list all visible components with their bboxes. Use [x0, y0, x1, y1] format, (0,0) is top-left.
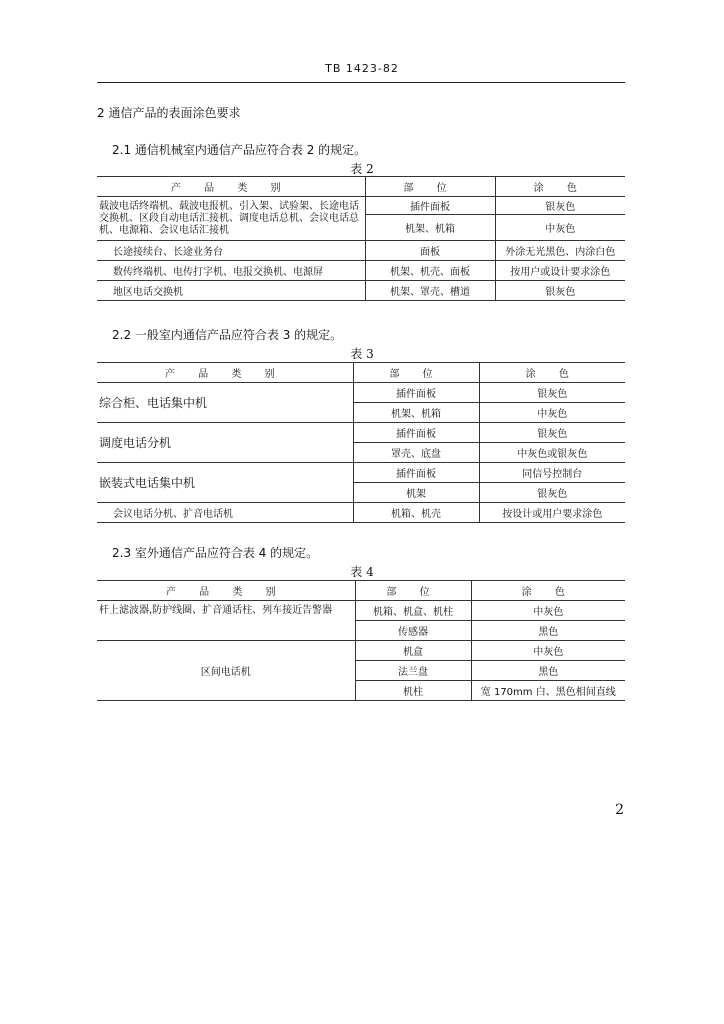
table-cell-part: 机箱、机盒、机柱	[355, 601, 471, 621]
table-cell-part: 插件面板	[353, 423, 479, 443]
table-cell-color: 银灰色	[479, 423, 625, 443]
table-cell-category: 会议电话分机、扩音电话机	[97, 503, 353, 523]
col-header-color: 涂 色	[479, 363, 625, 383]
table-cell-category: 数传终端机、电传打字机、电报交换机、电源屏	[97, 261, 365, 281]
table-cell-category: 载波电话终端机、载波电报机、引入架、试验架、长途电话交换机、区段自动电话汇接机、调度电话总机、会议电话总机、电源箱、会议电话汇接机	[97, 197, 365, 241]
table-cell-category: 杆上滤波器,防护线圈、扩音通话柱、列车接近告警器	[97, 601, 355, 641]
document-code-header: TB 1423-82	[325, 62, 399, 75]
table-4	[97, 580, 625, 701]
table-cell-part: 面板	[365, 241, 495, 261]
table-cell-color: 按用户或设计要求涂色	[495, 261, 625, 281]
table-cell-color: 银灰色	[495, 197, 625, 215]
table-cell-part: 机架、罩壳、槽道	[365, 281, 495, 301]
table-cell-part: 插件面板	[365, 197, 495, 215]
table-cell-color: 银灰色	[479, 483, 625, 503]
table-cell-part: 法兰盘	[355, 661, 471, 681]
table-cell-part: 插件面板	[353, 383, 479, 403]
table-cell-part: 传感器	[355, 621, 471, 641]
section-2-1-text: 2.1 通信机械室内通信产品应符合表 2 的规定。	[112, 143, 367, 157]
table-cell-color: 中灰色	[479, 403, 625, 423]
table-cell-part: 罩壳、底盘	[353, 443, 479, 463]
table-cell-part: 机架	[353, 483, 479, 503]
section-2-3-text: 2.3 室外通信产品应符合表 4 的规定。	[112, 546, 319, 560]
col-header-part: 部 位	[355, 581, 471, 601]
table-cell-color: 中灰色	[471, 641, 625, 661]
table-cell-color: 中灰色或银灰色	[479, 443, 625, 463]
col-header-part: 部 位	[353, 363, 479, 383]
table-cell-category: 调度电话分机	[97, 423, 353, 463]
table-cell-part: 机架、机箱	[365, 215, 495, 241]
table-2	[97, 176, 625, 301]
col-header-category: 产 品 类 别	[97, 363, 353, 383]
table-cell-color: 宽 170mm 白、黑色相间直线	[471, 681, 625, 701]
table-cell-part: 机盒	[355, 641, 471, 661]
col-header-part: 部 位	[365, 177, 495, 197]
table-cell-color: 黑色	[471, 621, 625, 641]
table-cell-category: 嵌装式电话集中机	[97, 463, 353, 503]
table-cell-category: 区间电话机	[97, 641, 355, 701]
table-cell-color: 银灰色	[479, 383, 625, 403]
col-header-color: 涂 色	[471, 581, 625, 601]
col-header-color: 涂 色	[495, 177, 625, 197]
section-2-heading: 2 通信产品的表面涂色要求	[97, 106, 241, 120]
table-3-caption: 表 3	[350, 347, 374, 361]
table-cell-color: 中灰色	[495, 215, 625, 241]
table-2-caption: 表 2	[350, 162, 374, 176]
table-cell-part: 机箱、机壳	[353, 503, 479, 523]
table-cell-color: 中灰色	[471, 601, 625, 621]
col-header-category: 产 品 类 别	[97, 581, 355, 601]
table-cell-color: 按设计或用户要求涂色	[479, 503, 625, 523]
table-cell-color: 外涂无光黑色、内涂白色	[495, 241, 625, 261]
table-cell-category: 地区电话交换机	[97, 281, 365, 301]
table-cell-color: 同信号控制台	[479, 463, 625, 483]
section-2-2-text: 2.2 一般室内通信产品应符合表 3 的规定。	[112, 328, 343, 342]
table-cell-category: 综合柜、电话集中机	[97, 383, 353, 423]
table-4-caption: 表 4	[350, 565, 374, 579]
table-cell-part: 机柱	[355, 681, 471, 701]
page-number: 2	[615, 802, 624, 818]
table-3	[97, 362, 625, 523]
header-rule	[97, 82, 625, 83]
table-cell-part: 机架、机箱	[353, 403, 479, 423]
table-cell-part: 插件面板	[353, 463, 479, 483]
table-cell-part: 机架、机壳、面板	[365, 261, 495, 281]
table-cell-category: 长途接续台、长途业务台	[97, 241, 365, 261]
table-cell-color: 黑色	[471, 661, 625, 681]
table-cell-color: 银灰色	[495, 281, 625, 301]
col-header-category: 产 品 类 别	[97, 177, 365, 197]
